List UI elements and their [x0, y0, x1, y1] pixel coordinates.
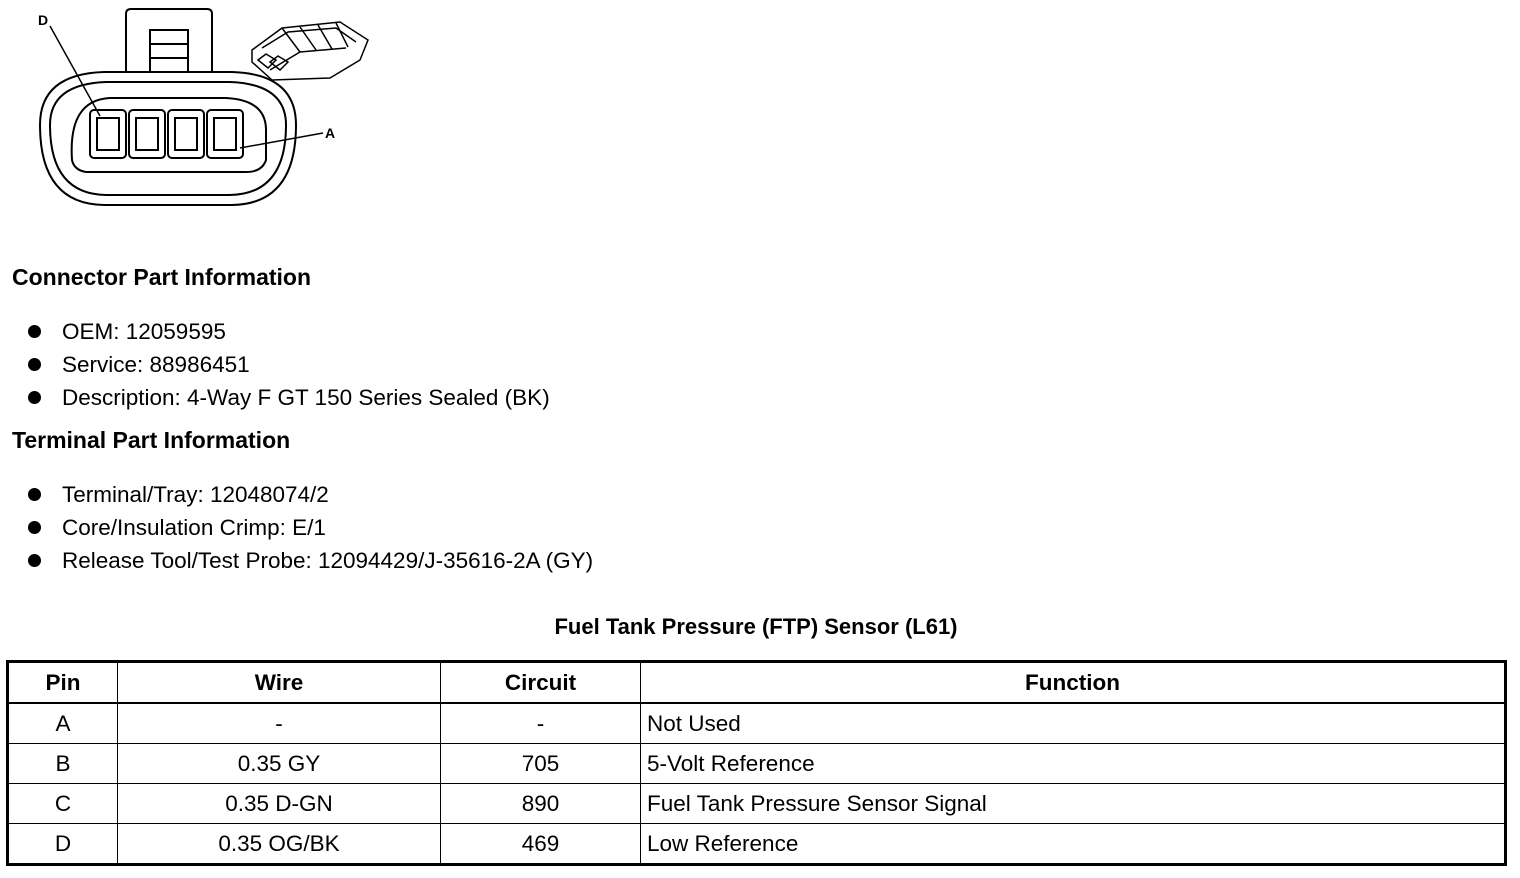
cell-function: Not Used	[641, 703, 1506, 744]
bullet-icon	[28, 521, 41, 534]
cell-pin: C	[8, 784, 118, 824]
table-row	[8, 784, 1506, 824]
list-item	[28, 315, 550, 348]
bullet-icon	[28, 488, 41, 501]
cell-wire: 0.35 D-GN	[118, 784, 441, 824]
bullet-icon	[28, 554, 41, 567]
connector-info-heading: Connector Part Information	[12, 264, 312, 290]
cell-function: 5-Volt Reference	[641, 744, 1506, 784]
cell-circuit: 705	[441, 744, 641, 784]
table-title: Fuel Tank Pressure (FTP) Sensor (L61)	[554, 614, 958, 639]
header-wire: Wire	[118, 662, 441, 704]
table-row	[8, 824, 1506, 865]
cell-function: Low Reference	[641, 824, 1506, 865]
pin-table	[6, 660, 1507, 866]
bullet-icon	[28, 358, 41, 371]
list-item	[28, 544, 593, 577]
connector-info-list	[28, 315, 550, 414]
cell-pin: B	[8, 744, 118, 784]
terminal-release-tool: Release Tool/Test Probe: 12094429/J-35616-2A (GY)	[62, 548, 594, 573]
header-pin: Pin	[8, 662, 118, 704]
connector-service: Service: 88986451	[62, 352, 250, 377]
cell-pin: A	[8, 703, 118, 744]
connector-diagram	[0, 0, 380, 220]
table-row	[8, 703, 1506, 744]
table-header-row	[8, 662, 1506, 704]
connector-description: Description: 4-Way F GT 150 Series Sealed (BK)	[62, 385, 550, 410]
connector-oem: OEM: 12059595	[62, 319, 226, 344]
terminal-tray: Terminal/Tray: 12048074/2	[62, 482, 329, 507]
list-item	[28, 348, 550, 381]
cell-circuit: -	[441, 703, 641, 744]
cell-circuit: 469	[441, 824, 641, 865]
list-item	[28, 478, 593, 511]
callout-a: A	[325, 125, 336, 141]
cell-function: Fuel Tank Pressure Sensor Signal	[641, 784, 1506, 824]
callout-d: D	[38, 12, 49, 28]
list-item	[28, 511, 593, 544]
bullet-icon	[28, 391, 41, 404]
cell-pin: D	[8, 824, 118, 865]
bullet-icon	[28, 325, 41, 338]
cell-wire: 0.35 OG/BK	[118, 824, 441, 865]
header-function: Function	[641, 662, 1506, 704]
cell-wire: 0.35 GY	[118, 744, 441, 784]
terminal-crimp: Core/Insulation Crimp: E/1	[62, 515, 326, 540]
header-circuit: Circuit	[441, 662, 641, 704]
cell-circuit: 890	[441, 784, 641, 824]
terminal-info-heading: Terminal Part Information	[12, 427, 291, 453]
list-item	[28, 381, 550, 414]
cell-wire: -	[118, 703, 441, 744]
table-row	[8, 744, 1506, 784]
terminal-info-list	[28, 478, 593, 577]
